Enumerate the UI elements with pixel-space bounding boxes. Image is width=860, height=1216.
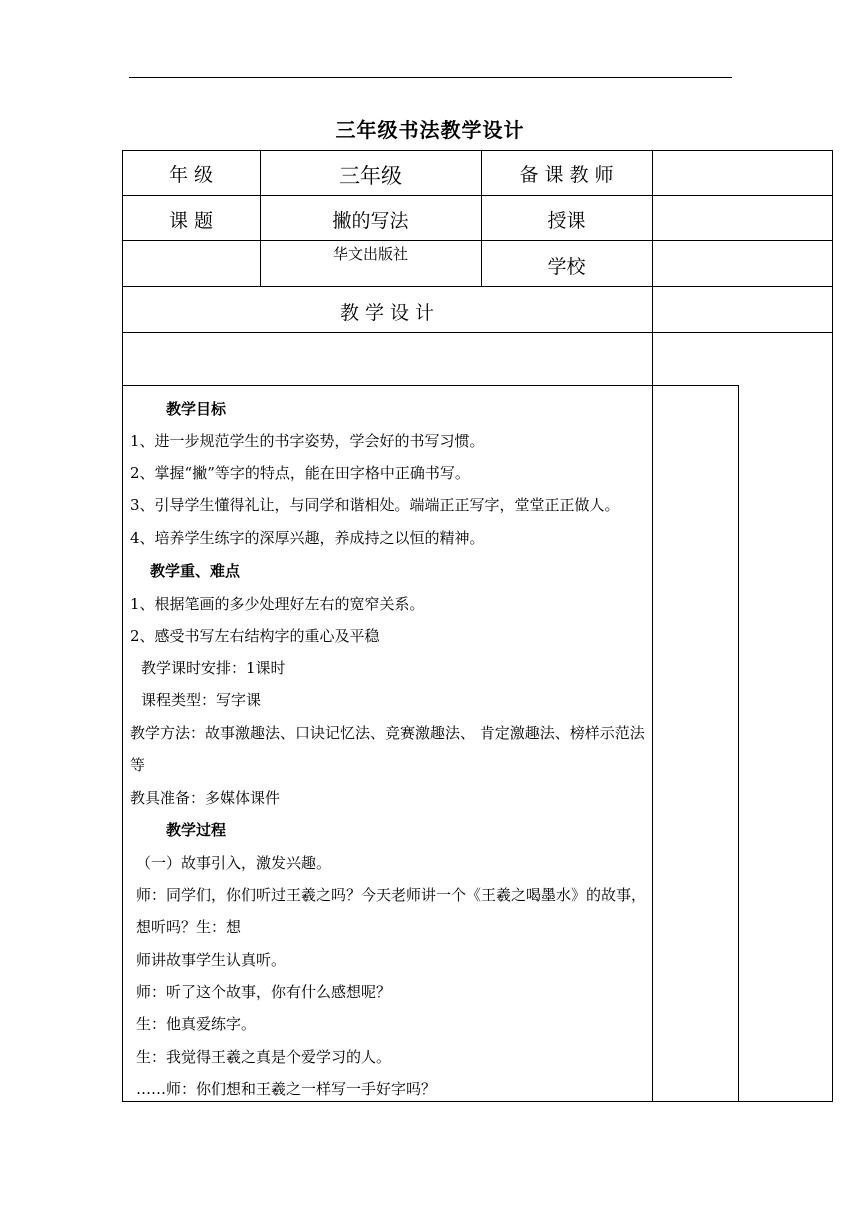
grade-value: 三年级	[339, 164, 402, 188]
content-line: 生：我觉得王羲之真是个爱学习的人。	[136, 1048, 392, 1066]
content-line: 教学课时安排：1课时	[141, 659, 286, 677]
table-row-divider	[122, 286, 833, 287]
content-box-right	[738, 385, 739, 1102]
table-col-divider	[652, 150, 653, 1102]
content-line: 3、引导学生懂得礼让，与同学和谐相处。端端正正写字，堂堂正正做人。	[130, 496, 620, 514]
content-line: 4、培养学生练字的深厚兴趣，养成持之以恒的精神。	[130, 529, 485, 547]
table-border-top	[122, 150, 833, 151]
content-line: ……师：你们想和王羲之一样写一手好字吗？	[136, 1080, 437, 1098]
table-row-divider	[122, 195, 833, 196]
table-row-divider	[122, 332, 833, 333]
content-line: 2、掌握“撇”等字的特点，能在田字格中正确书写。	[130, 464, 470, 482]
content-line: 师讲故事学生认真听。	[136, 951, 287, 969]
topic-value: 撇的写法	[332, 210, 409, 232]
table-row-divider	[122, 240, 833, 241]
teacher-label: 备 课 教 师	[519, 164, 614, 186]
publisher: 华文出版社	[332, 245, 408, 263]
content-line: 想听吗？生：想	[136, 918, 242, 936]
content-line: 师：同学们，你们听过王羲之吗？今天老师讲一个《王羲之喝墨水》的故事，	[136, 886, 647, 904]
content-line: （一）故事引入，激发兴趣。	[136, 854, 332, 872]
content-line: 2、感受书写左右结构字的重心及平稳	[130, 627, 380, 645]
table-border-right	[832, 150, 833, 1102]
table-border-left	[122, 150, 123, 1102]
document-title: 三年级书法教学设计	[335, 118, 525, 142]
header-rule	[129, 77, 732, 78]
school-label: 学校	[547, 256, 586, 278]
content-line: 1、进一步规范学生的书字姿势，学会好的书写习惯。	[130, 432, 485, 450]
teaching-design-label: 教 学 设 计	[339, 302, 435, 324]
content-box-top	[122, 385, 739, 386]
content-line: 教学方法：故事激趣法、口诀记忆法、竞赛激趣法、 肯定激趣法、榜样示范法	[130, 724, 645, 742]
topic-label: 课 题	[168, 210, 214, 232]
content-line: 1、根据笔画的多少处理好左右的宽窄关系。	[130, 595, 425, 613]
content-line: 生：他真爱练字。	[136, 1015, 257, 1033]
section-heading: 教学过程	[166, 821, 227, 839]
table-border-bottom	[122, 1101, 833, 1102]
content-line: 课程类型：写字课	[141, 691, 262, 709]
section-heading: 教学重、难点	[150, 562, 241, 580]
content-line: 教具准备：多媒体课件	[130, 789, 281, 807]
grade-label: 年 级	[168, 164, 214, 186]
content-line: 师：听了这个故事，你有什么感想呢？	[136, 983, 392, 1001]
section-heading: 教学目标	[166, 400, 227, 418]
lecture-label: 授课	[547, 210, 586, 232]
content-line: 等	[130, 756, 146, 774]
